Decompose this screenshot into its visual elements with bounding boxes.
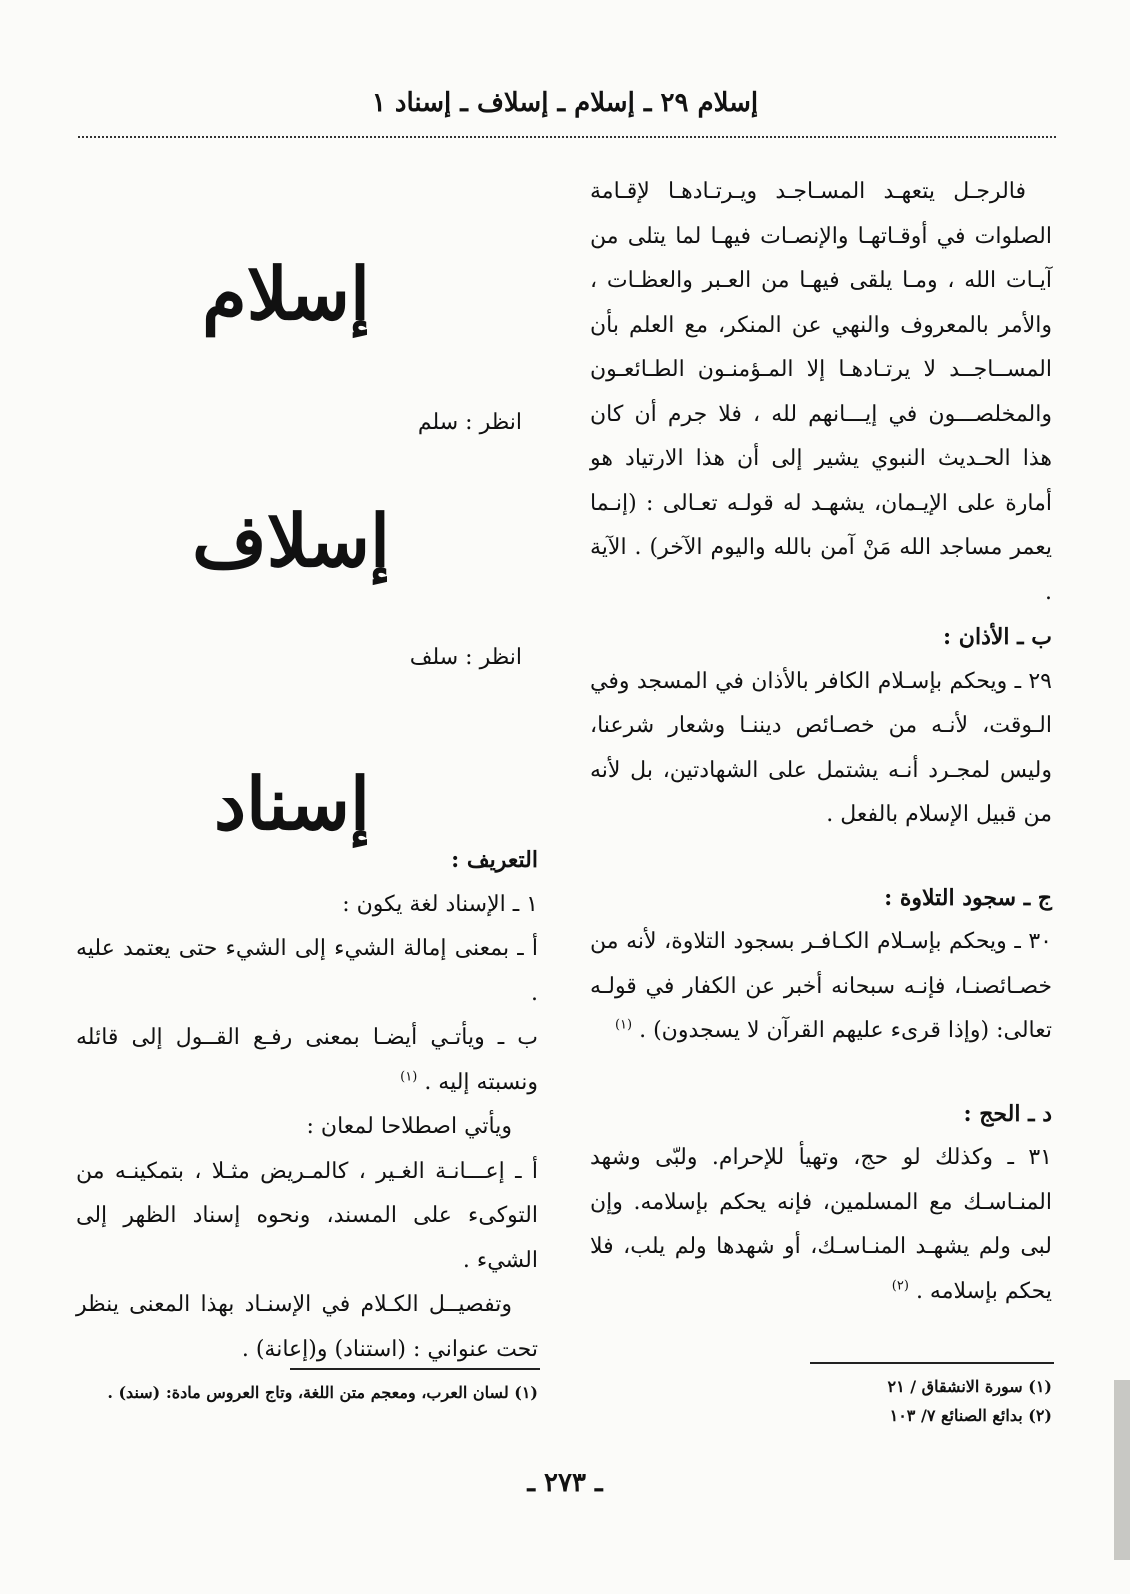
right-column — [590, 170, 1052, 1314]
subheading-tilawa: ج ـ سجود التلاوة : — [884, 884, 1052, 911]
footnote-right-2: (٢) بدائع الصنائع ٧/ ١٠٣ — [889, 1406, 1052, 1425]
paragraph-29: ٢٩ ـ ويحكم بإسـلام الكافر بالأذان في المسجد وفي الـوقت، لأنـه من خصـائص ديننـا وشعار شرعنا، وليس لمجـرد أنـه يشتمل على الشهادتين، بل لأنه من قبيل الإسلام بالفعل . — [590, 668, 1052, 827]
left-column — [76, 838, 538, 1372]
see-also-islaf: انظر : سلف — [409, 645, 522, 670]
definition-line-1: ١ ـ الإسناد لغة يكون : — [342, 891, 538, 917]
paragraph-30-text: ٣٠ ـ ويحكم بإسـلام الكـافـر بسجود التلاوة، لأنه من خصـائصنـا، فإنـه سبحانه أخبر عن الكفار في قولـه تعالى: (وإذا قرىء عليهم القرآن لا يسجدون) . — [590, 929, 1052, 1043]
paragraph-gap — [590, 1054, 1052, 1092]
paragraph-30 — [590, 920, 1052, 1054]
paragraph-31-text: ٣١ ـ وكذلك لو حج، وتهيأ للإحرام. ولبّى وشهد المنـاسـك مع المسلمين، فإنه يحكم بإسلامه. وإن لبى ولم يشهـد المنـاسـك، أو شهدها ولم يلب، فلا يحكم بإسلامه . — [590, 1145, 1052, 1304]
subheading-adhan: ب ـ الأذان : — [943, 624, 1052, 650]
footnote-marker: (١) — [400, 1069, 418, 1085]
footnotes-right — [590, 1372, 1052, 1430]
definition-heading: التعريف : — [451, 847, 538, 873]
entry-title-islam: إسلام — [202, 251, 370, 336]
entry-title-isnad: إسناد — [213, 761, 370, 846]
definition-a1: أ ـ بمعنى إمالة الشيء إلى الشيء حتى يعتمد عليه . — [76, 936, 538, 1006]
running-head: إسلام ٢٩ ـ إسلام ـ إسلاف ـ إسناد ١ — [371, 88, 759, 118]
paragraph-mosque: فالرجـل يتعهـد المسـاجـد ويـرتـادهـا لإقـامة الصلوات في أوقـاتهـا والإنصـات فيهـا لما يتلى من آيـات الله ، ومـا يلقى فيهـا من العـبر والعظـات ، والأمر بالمعروف والنهي عن المنكر، مع العلم بأن المســاجــد لا يرتـادهـا إلا المـؤمنـون الطـائعـون والمخلصـــون في إيـــانهم لله ، فلا جرم أن كان هذا الحـديث النبوي يشير إلى أن هذا الارتياد هو أمارة على الإيـمان، يشهـد له قولـه تعـالى : (إنـما يعمر مساجد الله مَنْ آمن بالله واليوم الآخر) . الآية . — [590, 179, 1052, 605]
subheading-hajj: د ـ الحج : — [963, 1100, 1052, 1127]
scan-edge-shadow — [1114, 1380, 1130, 1560]
footnote-right-1: (١) سورة الانشقاق / ٢١ — [887, 1377, 1052, 1396]
definition-a2: أ ـ إعـــانـة الغـير ، كالمـريض مثـلا ، بتمكينـه من التوكىء على المسند، ونحوه إسناد الظهر إلى الشيء . — [76, 1158, 538, 1273]
footnote-left-1: (١) لسان العرب، ومعجم متن اللغة، وتاج العروس مادة: (سند) . — [107, 1383, 538, 1402]
definition-b1-text: ب ـ ويأتـي أيضـا بمعنى رفـع القــول إلى قائله ونسبته إليه . — [76, 1025, 538, 1095]
footnote-rule-right — [810, 1362, 1054, 1364]
footnote-marker: (١) — [614, 1017, 633, 1033]
paragraph-31 — [590, 1136, 1052, 1314]
term-intro: ويأتي اصطلاحا لمعان : — [306, 1114, 512, 1139]
page-number: ـ ٢٧٣ ـ — [527, 1468, 603, 1498]
detail-paragraph: وتفصيــل الكـلام في الإسنـاد بهذا المعنى ينظر تحت عنواني : (استناد) و(إعانة) . — [76, 1292, 538, 1362]
header-dotted-rule — [78, 136, 1056, 138]
footnote-marker: (٢) — [891, 1278, 909, 1294]
footnote-rule-left — [290, 1368, 540, 1370]
paragraph-gap — [590, 838, 1052, 876]
footnotes-left — [76, 1378, 538, 1407]
definition-b1 — [76, 1016, 538, 1105]
entry-title-islaf: إسلاف — [192, 498, 390, 583]
see-also-islam: انظر : سلم — [417, 410, 522, 435]
